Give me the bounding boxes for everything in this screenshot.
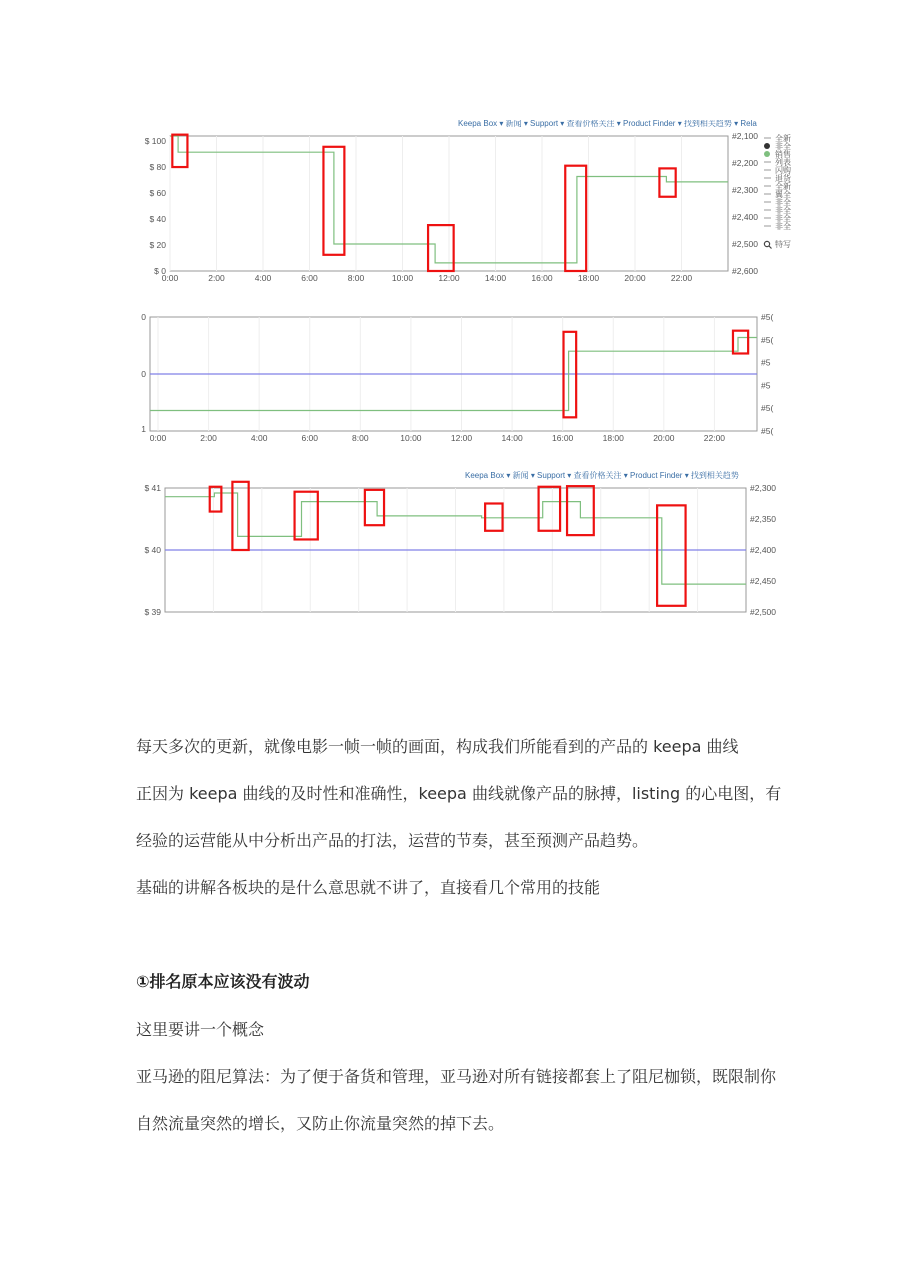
y-left-tick-label: $ 40 [149, 214, 166, 224]
legend-item: 销售 [775, 150, 791, 159]
x-tick-label: 4:00 [254, 273, 272, 283]
paragraph-1: 每天多次的更新，就像电影一帧一帧的画面，构成我们所能看到的产品的 keepa 曲线 [136, 737, 739, 756]
search-icon-handle [769, 246, 772, 249]
x-tick-label: 22:00 [670, 273, 693, 283]
keepa-nav-bar: Keepa Box ▾ 新闻 ▾ Support ▾ 查看价格关注 ▾ Product Finder ▾ 找到相关趋势 ▾ Rela [458, 120, 757, 128]
keepa-chart-3-svg [135, 470, 785, 618]
y-left-tick-label: $ 41 [144, 483, 161, 493]
y-right-tick-label: #2,200 [732, 158, 758, 168]
legend-item: 非全 [775, 222, 791, 231]
legend-dot-icon [764, 151, 770, 157]
x-tick-label: 4:00 [250, 433, 268, 443]
x-tick-label: 16:00 [531, 273, 553, 283]
x-tick-label: 2:00 [208, 273, 225, 283]
y-left-tick-label: $ 100 [144, 136, 166, 146]
x-tick-label: 0:00 [149, 433, 167, 443]
legend-item: 非全 [775, 198, 791, 207]
keepa-chart-2 [135, 312, 775, 444]
y-left-tick-label: $ 39 [144, 607, 161, 617]
x-tick-label: 8:00 [352, 433, 369, 443]
legend-item: 非全 [775, 142, 791, 151]
keepa-chart-1-svg [130, 120, 792, 290]
x-tick-label: 16:00 [552, 433, 574, 443]
y-left-tick-label: 1 [141, 424, 146, 434]
legend-item: 翼全 [775, 190, 791, 199]
y-right-tick-label: #2,300 [732, 185, 758, 195]
y-right-tick-label: #2,400 [750, 545, 776, 555]
legend-item: 全新 [775, 182, 791, 191]
y-right-tick-label: #2,450 [750, 576, 776, 586]
legend-item: 全新 [775, 134, 791, 143]
legend-item: 非全 [775, 214, 791, 223]
y-right-tick-label: #2,300 [750, 483, 776, 493]
x-tick-label: 22:00 [703, 433, 726, 443]
section-heading: ①排名原本应该没有波动 [136, 972, 310, 991]
y-right-tick-label: #5 [761, 380, 771, 391]
keepa-chart-3 [135, 470, 785, 618]
paragraph-6: 亚马逊的阻尼算法：为了便于备货和管理，亚马逊对所有链接都套上了阻尼枷锁，既限制你 [136, 1067, 777, 1086]
y-right-tick-label: #2,350 [750, 514, 776, 524]
y-left-tick-label: $ 80 [149, 162, 166, 172]
paragraph-3: 经验的运营能从中分析出产品的打法，运营的节奏，甚至预测产品趋势。 [136, 831, 649, 850]
x-tick-label: 20:00 [653, 433, 675, 443]
legend-item: 闪购 [775, 166, 791, 175]
y-right-tick-label: #2,500 [732, 239, 758, 249]
x-tick-label: 18:00 [602, 433, 624, 443]
x-tick-label: 10:00 [400, 433, 422, 443]
y-right-tick-label: #5( [761, 334, 774, 345]
x-tick-label: 14:00 [484, 273, 507, 283]
y-right-tick-label: #2,500 [750, 607, 776, 617]
x-tick-label: 0:00 [161, 273, 179, 283]
x-tick-label: 18:00 [577, 273, 600, 283]
y-right-tick-label: #5 [761, 357, 771, 368]
x-tick-label: 10:00 [391, 273, 414, 283]
x-tick-label: 6:00 [301, 273, 318, 283]
paragraph-5: 这里要讲一个概念 [136, 1020, 265, 1039]
x-tick-label: 6:00 [301, 433, 319, 443]
y-right-tick-label: #2,400 [732, 212, 758, 222]
keepa-chart-2-svg [135, 312, 775, 444]
y-left-tick-label: $ 0 [154, 266, 166, 276]
y-left-tick-label: $ 20 [149, 240, 166, 250]
legend-item: 退货 [775, 174, 791, 183]
y-left-tick-label: $ 40 [144, 545, 161, 555]
x-tick-label: 12:00 [438, 273, 460, 283]
legend-item: 列表 [775, 158, 791, 167]
y-right-tick-label: #2,100 [732, 131, 758, 141]
paragraph-2: 正因为 keepa 曲线的及时性和准确性，keepa 曲线就像产品的脉搏，listing 的心电图，有 [136, 784, 782, 803]
x-tick-label: 14:00 [501, 433, 523, 443]
y-right-tick-label: #5( [761, 312, 774, 322]
y-right-tick-label: #5( [761, 426, 774, 436]
search-icon [764, 241, 769, 246]
paragraph-7: 自然流量突然的增长，又防止你流量突然的掉下去。 [136, 1114, 505, 1133]
legend-search-label: 特写 [775, 240, 791, 249]
x-tick-label: 2:00 [200, 433, 217, 443]
x-tick-label: 12:00 [450, 433, 473, 443]
y-right-tick-label: #2,600 [732, 266, 758, 276]
x-tick-label: 20:00 [624, 273, 646, 283]
y-left-tick-label: $ 60 [149, 188, 166, 198]
y-left-tick-label: 0 [141, 312, 146, 322]
legend-item: 非全 [775, 206, 791, 215]
keepa-nav-bar: Keepa Box ▾ 新闻 ▾ Support ▾ 查看价格关注 ▾ Product Finder ▾ 找到相关趋势 [465, 471, 739, 480]
keepa-chart-1 [130, 120, 792, 290]
y-right-tick-label: #5( [761, 403, 774, 414]
legend-dot-icon [764, 143, 770, 149]
paragraph-4: 基础的讲解各板块的是什么意思就不讲了，直接看几个常用的技能 [136, 878, 601, 897]
y-left-tick-label: 0 [141, 369, 146, 379]
x-tick-label: 8:00 [347, 273, 365, 283]
